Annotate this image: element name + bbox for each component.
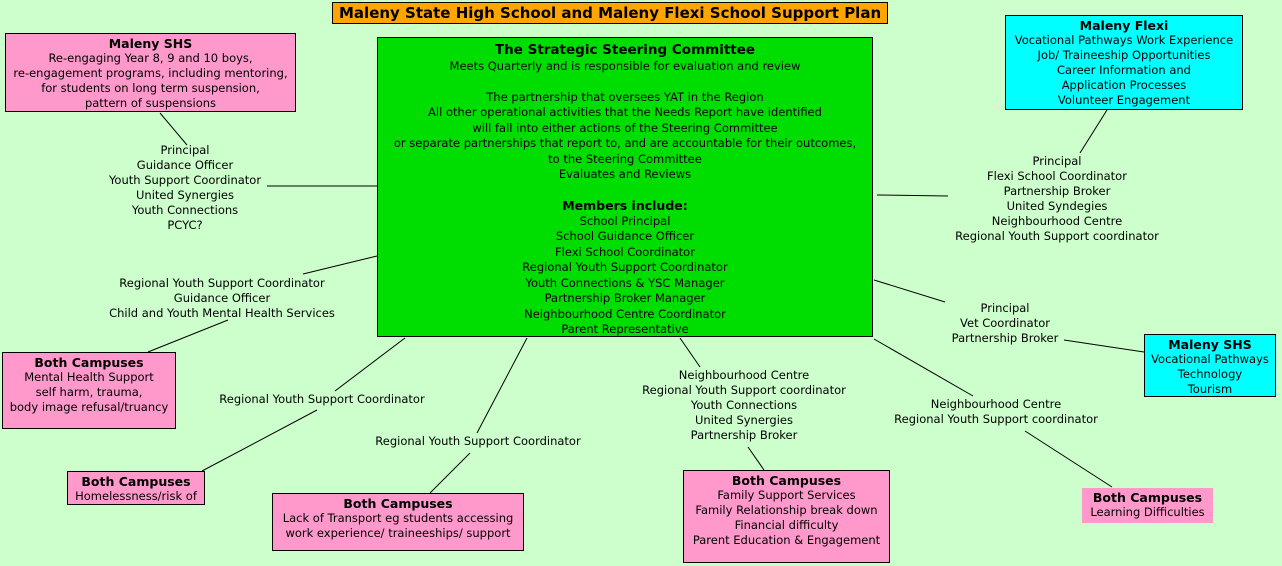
connector-line (160, 113, 187, 145)
connector-line (1064, 340, 1144, 352)
label-list-family-team (642, 368, 846, 443)
committee-line: The partnership that oversees YAT in the Region (486, 89, 764, 104)
label-line: United Syndegies (1006, 199, 1108, 213)
label-line: PCYC? (167, 218, 203, 232)
connector-line (477, 338, 527, 433)
label-line: Neighbourhood Centre (930, 397, 1062, 411)
label-line: Regional Youth Support coordinator (955, 229, 1159, 243)
label-line: Regional Youth Support coordinator (642, 383, 846, 397)
box-heading: Maleny Flexi (1079, 18, 1169, 33)
label-line: Flexi School Coordinator (987, 169, 1127, 183)
label-list-shs-team (109, 143, 261, 233)
box-maleny-shs-reengagement (5, 33, 296, 112)
label-line: United Synergies (695, 413, 793, 427)
box-learning-difficulties (1082, 488, 1213, 523)
label-line: Regional Youth Support Coordinator (375, 434, 581, 448)
box-line: pattern of suspensions (84, 96, 217, 110)
box-heading: Maleny SHS (108, 36, 193, 51)
member-line: Youth Connections & YSC Manager (525, 275, 725, 290)
label-line: Vet Coordinator (960, 316, 1050, 330)
label-list-vet-team (952, 301, 1059, 346)
label-rysc-homelessness (219, 392, 424, 407)
committee-heading: The Strategic Steering Committee (494, 42, 756, 58)
label-line: Youth Support Coordinator (108, 173, 262, 187)
connector-line (148, 320, 228, 352)
label-line: Regional Youth Support Coordinator (219, 392, 425, 406)
label-line: Guidance Officer (173, 291, 271, 305)
label-line: Child and Youth Mental Health Services (109, 306, 335, 320)
label-line: Partnership Broker (690, 428, 798, 442)
box-line: Financial difficulty (734, 518, 839, 532)
box-line: Volunteer Engagement (1057, 93, 1191, 107)
committee-line: to the Steering Committee (548, 151, 702, 166)
committee-line: will fall into either actions of the Steering Committee (472, 120, 778, 135)
connector-line (1025, 431, 1112, 487)
box-mental-health (2, 352, 176, 429)
page-title: Maleny State High School and Maleny Flexi School Support Plan (332, 2, 888, 24)
connector-line (748, 447, 764, 470)
label-list-flexi-team (955, 154, 1159, 244)
box-homelessness (67, 471, 205, 505)
box-line: Career Information and (1057, 63, 1191, 77)
box-heading: Both Campuses (81, 474, 191, 489)
label-line: Neighbourhood Centre (991, 214, 1123, 228)
committee-line (378, 74, 872, 90)
box-line: Family Relationship break down (695, 503, 878, 517)
connector-line (874, 339, 973, 396)
connector-line (335, 338, 405, 391)
connector-line (877, 195, 948, 196)
box-heading: Both Campuses (731, 473, 842, 488)
label-list-mental-health-team (109, 276, 335, 321)
box-heading: Both Campuses (1092, 490, 1203, 505)
box-line: Job/ Traineeship Opportunities (1037, 48, 1211, 62)
label-line: Partnership Broker (1003, 184, 1111, 198)
member-line: School Principal (579, 213, 671, 228)
members-heading: Members include: (562, 198, 688, 213)
label-line: Principal (980, 301, 1030, 315)
label-rysc-transport (375, 434, 580, 449)
box-line: re-engagement programs, including mentoring, (13, 66, 288, 80)
connector-line (1080, 110, 1107, 153)
connector-line (680, 338, 700, 367)
box-line: Re-engaging Year 8, 9 and 10 boys, (48, 51, 253, 65)
box-line: self harm, trauma, (35, 385, 143, 399)
label-line: Regional Youth Support coordinator (894, 412, 1098, 426)
label-line: United Synergies (136, 188, 234, 202)
box-line: Homelessness/risk of (75, 489, 197, 503)
committee-line (378, 183, 872, 199)
label-list-learning-team (894, 397, 1098, 427)
committee-line: or separate partnerships that report to, and are accountable for their outcomes, (393, 136, 857, 150)
committee-line: Meets Quarterly and is responsible for evaluation and review (449, 58, 801, 73)
member-line: Regional Youth Support Coordinator (522, 260, 728, 274)
box-line: body image refusal/truancy (9, 400, 169, 414)
box-heading: Both Campuses (34, 355, 144, 370)
member-line: Parent Representative (561, 322, 689, 336)
box-line: Application Processes (1061, 78, 1187, 92)
committee-line: Evaluates and Reviews (558, 167, 692, 181)
box-line: Mental Health Support (24, 370, 154, 384)
box-line: Family Support Services (717, 488, 856, 502)
box-maleny-flexi-pathways (1005, 15, 1243, 110)
label-line: Principal (160, 143, 210, 157)
box-heading: Maleny SHS (1168, 337, 1252, 352)
box-line: Vocational Pathways Work Experience (1014, 33, 1234, 47)
box-line: Vocational Pathways (1151, 352, 1269, 366)
connector-line (430, 453, 470, 493)
box-line: Lack of Transport eg students accessing (282, 511, 514, 525)
label-line: Regional Youth Support Coordinator (119, 276, 325, 290)
box-transport (272, 493, 524, 551)
connector-line (874, 280, 945, 302)
box-line: work experience/ traineeships/ support (285, 526, 511, 540)
box-line: Tourism (1187, 382, 1233, 396)
box-line: for students on long term suspension, (41, 81, 260, 95)
box-line: Technology (1177, 367, 1243, 381)
label-line: Guidance Officer (136, 158, 234, 172)
box-heading: Both Campuses (343, 496, 453, 511)
committee-line: All other operational activities that the Needs Report have identified (428, 105, 822, 119)
box-steering-committee (377, 37, 873, 337)
connector-line (202, 410, 317, 471)
member-line: School Guidance Officer (555, 229, 695, 243)
member-line: Flexi School Coordinator (555, 244, 695, 259)
member-line: Partnership Broker Manager (544, 291, 706, 305)
box-line: Parent Education & Engagement (692, 533, 881, 547)
label-line: Principal (1032, 154, 1082, 168)
box-maleny-shs-vocational (1144, 334, 1276, 397)
label-line: Youth Connections (131, 203, 239, 217)
label-line: Partnership Broker (951, 331, 1059, 345)
connector-line (303, 256, 377, 274)
box-family-support (683, 470, 890, 563)
label-line: Neighbourhood Centre (678, 368, 810, 382)
member-line: Neighbourhood Centre Coordinator (524, 306, 726, 321)
box-line: Learning Difficulties (1090, 505, 1205, 519)
label-line: Youth Connections (690, 398, 798, 412)
